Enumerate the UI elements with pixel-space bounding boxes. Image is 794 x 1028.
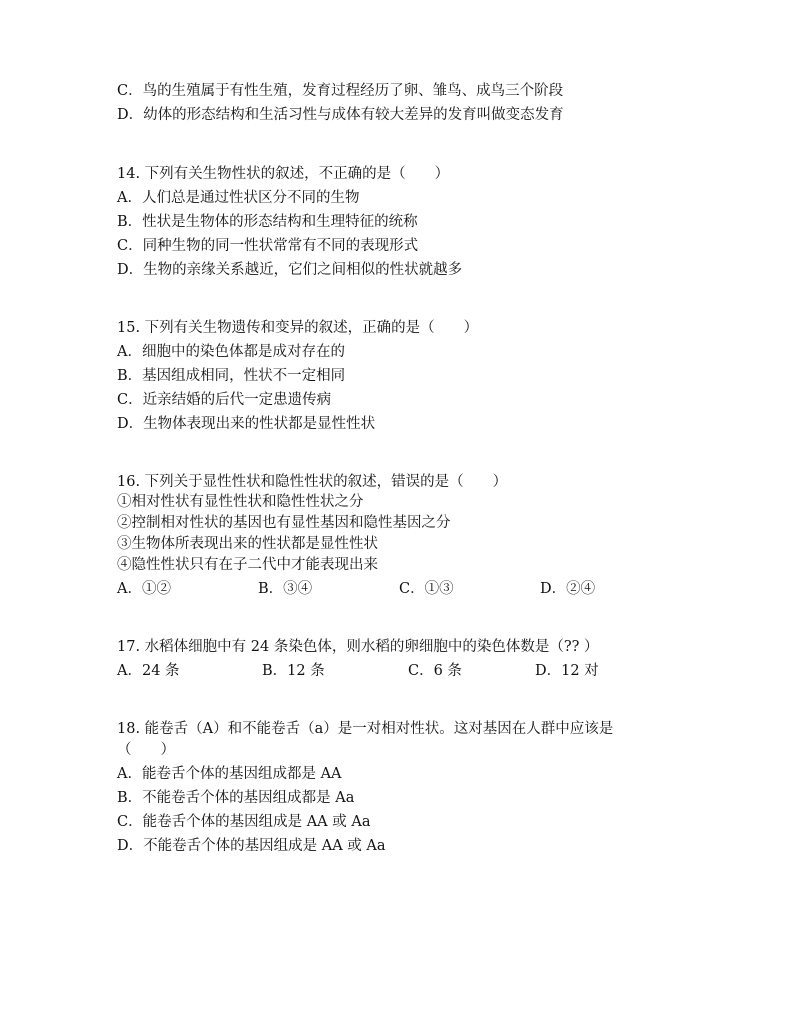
q16-statement-3: ③生物体所表现出来的性状都是显性性状	[117, 536, 378, 552]
q16-option-a: A．①②	[117, 581, 171, 597]
q14-option-c: C．同种生物的同一性状常常有不同的表现形式	[117, 238, 419, 254]
q17-option-c: C．6 条	[408, 663, 462, 679]
q18-option-d: D．不能卷舌个体的基因组成是 AA 或 Aa	[117, 838, 386, 854]
q15-option-a: A．细胞中的染色体都是成对存在的	[117, 344, 345, 360]
q14-option-a: A．人们总是通过性状区分不同的生物	[117, 190, 360, 206]
q16-options-row	[117, 579, 637, 599]
q17-option-b: B．12 条	[262, 663, 325, 679]
q16-stem: 16. 下列关于显性性状和隐性性状的叙述，错误的是（ ）	[117, 474, 508, 490]
prev-option-d: D．幼体的形态结构和生活习性与成体有较大差异的发育叫做变态发育	[117, 107, 564, 123]
q15-option-c: C．近亲结婚的后代一定患遗传病	[117, 392, 332, 408]
q15-option-d: D．生物体表现出来的性状都是显性性状	[117, 416, 376, 432]
q16-option-d: D．②④	[540, 581, 596, 597]
q14-option-b: B．性状是生物体的形态结构和生理特征的统称	[117, 214, 418, 230]
q14-stem: 14. 下列有关生物性状的叙述，不正确的是（ ）	[117, 166, 450, 182]
q17-options-row	[117, 661, 637, 681]
q16-option-c: C．①③	[399, 581, 454, 597]
q15-option-b: B．基因组成相同，性状不一定相同	[117, 368, 346, 384]
q16-statement-2: ②控制相对性状的基因也有显性基因和隐性基因之分	[117, 515, 451, 531]
q15-stem: 15. 下列有关生物遗传和变异的叙述，正确的是（ ）	[117, 320, 479, 336]
q16-statement-1: ①相对性状有显性性状和隐性性状之分	[117, 494, 364, 510]
q17-option-a: A．24 条	[117, 663, 180, 679]
q17-stem: 17. 水稻体细胞中有 24 条染色体，则水稻的卵细胞中的染色体数是（?? ）	[117, 639, 599, 655]
q14-option-d: D．生物的亲缘关系越近，它们之间相似的性状就越多	[117, 262, 463, 278]
q18-stem: 18. 能卷舌（A）和不能卷舌（a）是一对相对性状。这对基因在人群中应该是	[117, 721, 614, 737]
q18-option-a: A．能卷舌个体的基因组成都是 AA	[117, 766, 342, 782]
q16-option-b: B．③④	[258, 581, 313, 597]
q17-option-d: D．12 对	[535, 663, 599, 679]
q18-option-c: C．能卷舌个体的基因组成是 AA 或 Aa	[117, 814, 371, 830]
prev-option-c: C．鸟的生殖属于有性生殖，发育过程经历了卵、雏鸟、成鸟三个阶段	[117, 83, 564, 99]
q16-statement-4: ④隐性性状只有在子二代中才能表现出来	[117, 557, 378, 573]
q18-option-b: B．不能卷舌个体的基因组成都是 Aa	[117, 790, 355, 806]
q18-stem-continued: （ ）	[117, 742, 175, 758]
